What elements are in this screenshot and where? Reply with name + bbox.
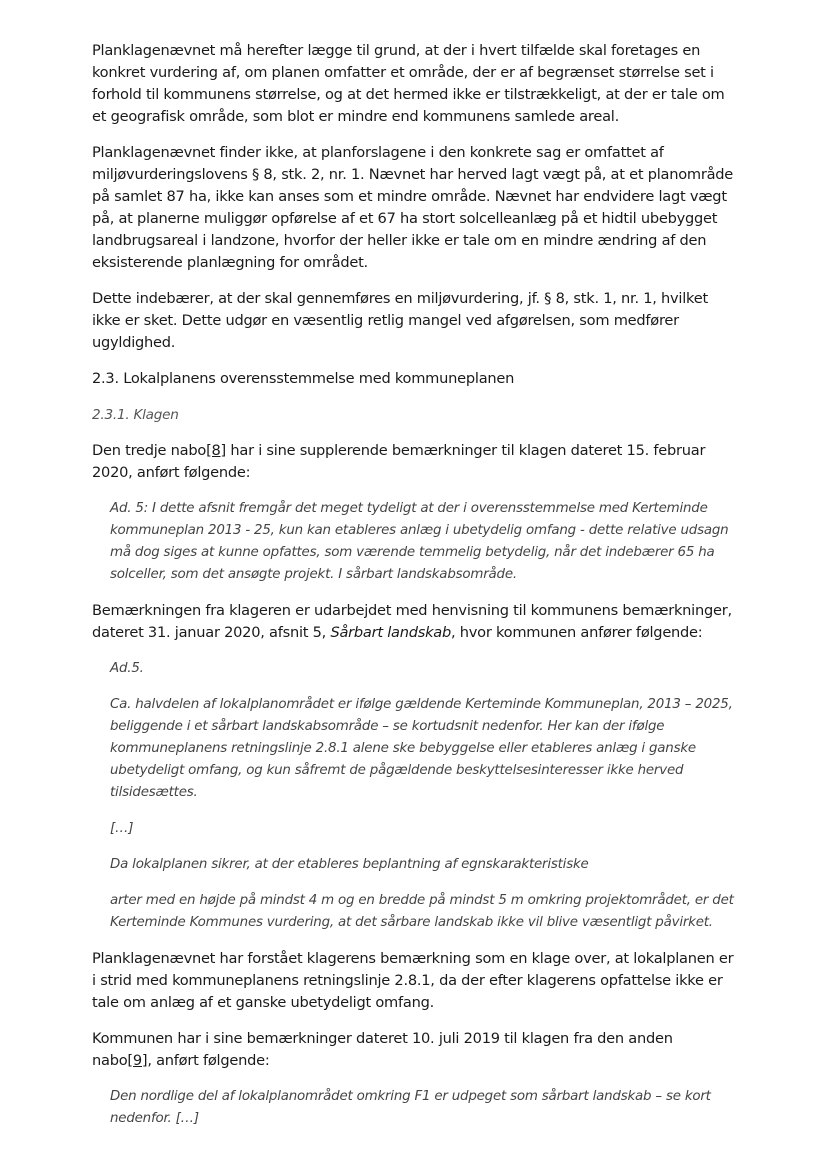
paragraph-7 — [92, 1028, 734, 1072]
paragraph-5-italic: Sårbart landskab — [330, 624, 451, 641]
paragraph-6: Planklagenævnet har forstået klagerens bemærkning som en klage over, at lokalplanen er i strid med kommuneplanens retningslinje 2.8.1, da der efter klagerens opfattelse ikke er tale om anlæg af et ganske ubetydeligt omfang. — [92, 950, 734, 1011]
section-heading: 2.3. Lokalplanens overensstemmelse med kommuneplanen — [92, 370, 515, 387]
footnote-link-8[interactable]: [8] — [206, 442, 226, 459]
quote-1: Ad. 5: I dette afsnit fremgår det meget tydeligt at der i overensstemmelse med Kerteminde kommuneplan 2013 - 25, kun kan etableres anlæg i ubetydelig omfang - dette relative udsagn må dog siges at kunne opfattes, som værende temmelig betydelig, når det indebærer 65 ha solceller, som det ansøgte projekt. I sårbart landskabsområde. — [110, 501, 729, 582]
paragraph-4-text-after: har i sine supplerende bemærkninger til klagen dateret 15. februar 2020, anført følgende: — [92, 442, 706, 481]
quote-6: arter med en højde på mindst 4 m og en bredde på mindst 5 m omkring projektområdet, er det Kerteminde Kommunes vurdering, at det sårbare landskab ikke vil blive væsentligt påvirket. — [110, 893, 734, 930]
footnote-link-9[interactable]: [9] — [127, 1052, 148, 1069]
paragraph-7-text-after: , anført følgende: — [147, 1052, 270, 1069]
paragraph-5-text: Bemærkningen fra klageren er udarbejdet med henvisning til kommunens bemærkninger, dateret 31. januar 2020, afsnit 5, — [92, 602, 732, 641]
paragraph-4 — [92, 440, 734, 484]
paragraph-5-text-after: , hvor kommunen anfører følgende: — [450, 624, 703, 641]
paragraph-4-text: Den tredje nabo — [92, 442, 207, 459]
quote-2: Ad.5. — [110, 661, 144, 676]
quote-3: Ca. halvdelen af lokalplanområdet er ifølge gældende Kerteminde Kommuneplan, 2013 – 2025, beliggende i et sårbart landskabsområde – se kortudsnit nedenfor. Her kan der ifølge kommuneplanens retningslinje 2.8.1 alene ske bebyggelse eller etableres anlæg i ganske ubetydeligt omfang, og kun såfremt de pågældende beskyttelsesinteresser ikke herved tilsidesættes. — [110, 697, 733, 800]
paragraph-2: Planklagenævnet finder ikke, at planforslagene i den konkrete sag er omfattet af miljøvurderingslovens § 8, stk. 2, nr. 1. Nævnet har herved lagt vægt på, at et planområde på samlet 87 ha, ikke kan anses som et mindre område. Nævnet har endvidere lagt vægt på, at planerne muliggør opførelse af et 67 ha stort solcelleanlæg på et hidtil ubebygget landbrugsareal i landzone, hvorfor der heller ikke er tale om en mindre ændring af den eksisterende planlægning for området. — [92, 144, 734, 271]
quote-4: […] — [110, 821, 134, 836]
quote-7: Den nordlige del af lokalplanområdet omkring F1 er udpeget som sårbart landskab – se kort nedenfor. […] — [110, 1089, 711, 1126]
subsection-heading: 2.3.1. Klagen — [92, 407, 179, 423]
document-body — [92, 40, 734, 1144]
paragraph-1: Planklagenævnet må herefter lægge til grund, at der i hvert tilfælde skal foretages en konkret vurdering af, om planen omfatter et område, der er af begrænset størrelse set i forhold til kommunens størrelse, og at det hermed ikke er tilstrækkeligt, at der er tale om et geografisk område, som blot er mindre end kommunens samlede areal. — [92, 42, 725, 125]
paragraph-5 — [92, 600, 734, 644]
quote-5: Da lokalplanen sikrer, at der etableres beplantning af egnskarakteristiske — [110, 857, 589, 872]
paragraph-7-text: Kommunen har i sine bemærkninger dateret 10. juli 2019 til klagen fra den anden nabo — [92, 1030, 673, 1069]
paragraph-3: Dette indebærer, at der skal gennemføres en miljøvurdering, jf. § 8, stk. 1, nr. 1, hvilket ikke er sket. Dette udgør en væsentlig retlig mangel ved afgørelsen, som medfører ugyldighed. — [92, 290, 708, 351]
